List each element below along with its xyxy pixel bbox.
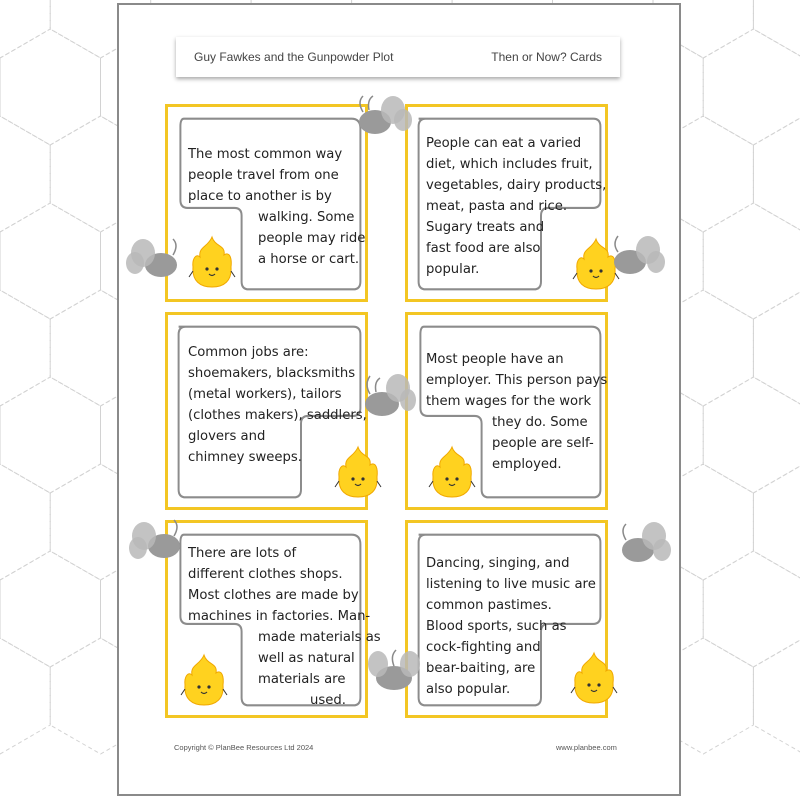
flame-character-icon — [334, 445, 382, 499]
card-line: different clothes shops. — [188, 567, 343, 582]
card-line: common pastimes. — [426, 598, 552, 613]
bee-icon — [128, 518, 186, 566]
card-line: people travel from one — [188, 168, 339, 183]
card-line: bear-baiting, are — [426, 661, 536, 676]
card-line: popular. — [426, 262, 480, 277]
card-food — [405, 104, 608, 302]
card-line: shoemakers, blacksmiths — [188, 366, 356, 381]
card-line: machines in factories. Man- — [188, 609, 371, 624]
page-header — [176, 37, 620, 77]
card-line: Dancing, singing, and — [426, 556, 570, 571]
card-line: Most people have an — [426, 352, 564, 367]
card-line: also popular. — [426, 682, 511, 697]
card-line: glovers and — [188, 429, 266, 444]
bee-icon — [614, 520, 672, 568]
flame-character-icon — [180, 653, 228, 707]
card-line: well as natural — [258, 651, 355, 666]
card-line: used. — [310, 693, 346, 708]
website-text: www.planbee.com — [556, 743, 617, 752]
card-transport — [165, 104, 368, 302]
card-line: diet, which includes fruit, — [426, 157, 593, 172]
card-line: people may ride — [258, 231, 366, 246]
card-line: Most clothes are made by — [188, 588, 359, 603]
card-line: meat, pasta and rice. — [426, 199, 568, 214]
card-line: (clothes makers), saddlers, — [188, 408, 367, 423]
card-line: employed. — [492, 457, 562, 472]
card-line: made materials as — [258, 630, 381, 645]
bee-icon — [358, 372, 416, 420]
bee-icon — [125, 235, 183, 283]
bee-icon — [608, 232, 666, 280]
page-title: Guy Fawkes and the Gunpowder Plot — [194, 50, 394, 64]
card-line: employer. This person pays — [426, 373, 608, 388]
card-line: Sugary treats and — [426, 220, 545, 235]
bee-icon — [366, 648, 424, 696]
card-line: People can eat a varied — [426, 136, 582, 151]
flame-character-icon — [570, 651, 618, 705]
card-line: cock-fighting and — [426, 640, 541, 655]
card-pastimes — [405, 520, 608, 718]
card-line: listening to live music are — [426, 577, 596, 592]
card-line: Blood sports, such as — [426, 619, 567, 634]
flame-character-icon — [428, 445, 476, 499]
card-line: fast food are also — [426, 241, 541, 256]
card-line: walking. Some — [258, 210, 355, 225]
card-line: materials are — [258, 672, 346, 687]
bee-icon — [355, 92, 413, 140]
flame-character-icon — [188, 235, 236, 289]
card-line: vegetables, dairy products, — [426, 178, 607, 193]
card-line: them wages for the work — [426, 394, 592, 409]
card-line: they do. Some — [492, 415, 588, 430]
card-employment — [405, 312, 608, 510]
card-line: a horse or cart. — [258, 252, 360, 267]
card-line: place to another is by — [188, 189, 332, 204]
card-line: (metal workers), tailors — [188, 387, 342, 402]
card-line: chimney sweeps. — [188, 450, 302, 465]
card-line: people are self- — [492, 436, 594, 451]
page-subtitle: Then or Now? Cards — [491, 50, 602, 64]
card-line: Common jobs are: — [188, 345, 309, 360]
card-clothes — [165, 520, 381, 718]
card-line: There are lots of — [188, 546, 297, 561]
card-jobs — [165, 312, 368, 510]
card-line: The most common way — [188, 147, 343, 162]
copyright-text: Copyright © PlanBee Resources Ltd 2024 — [174, 743, 314, 752]
